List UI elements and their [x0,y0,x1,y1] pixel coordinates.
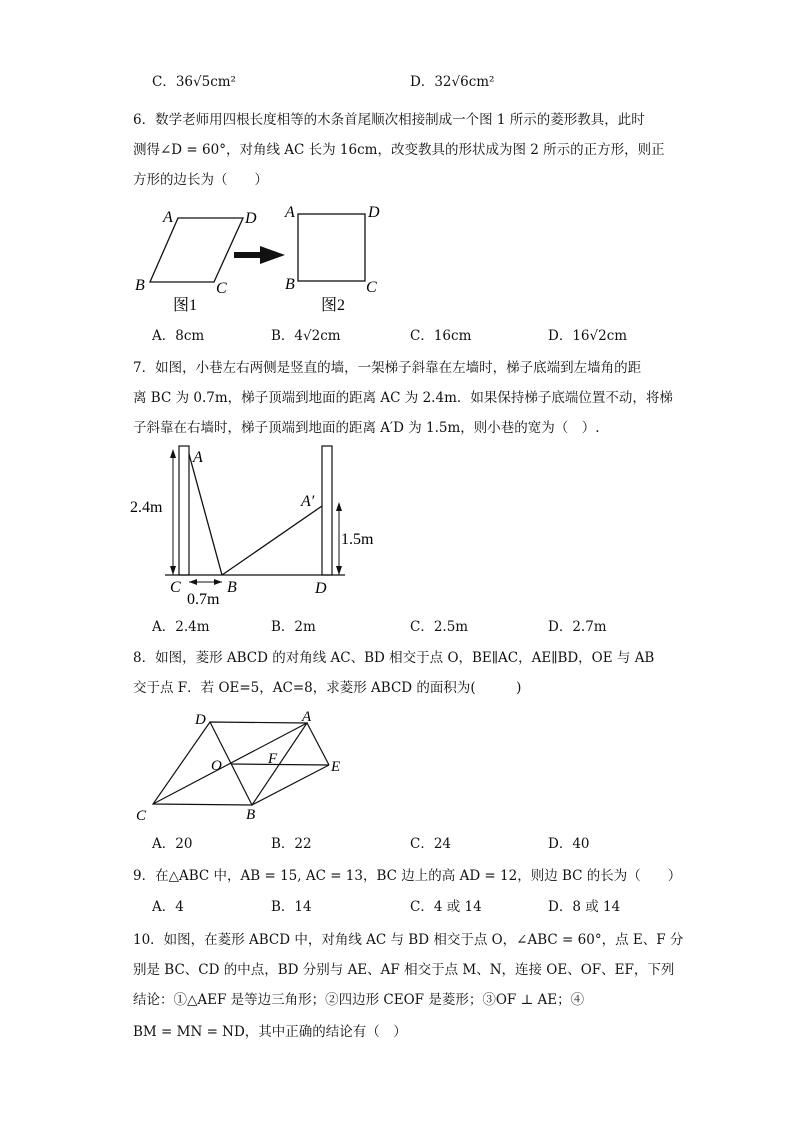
q8-label-o: O [211,758,222,774]
q7-left-wall [179,446,189,575]
q8-seg-be [252,765,329,805]
arrow-right-icon [214,579,222,585]
q8-option-c: C．24 [410,836,452,852]
q9-option-c: C．4 或 14 [410,899,482,915]
q6-sq-label-d: D [368,204,380,221]
q6-option-a: A．8cm [152,328,205,344]
q8-label-a: A [302,709,312,725]
q6-caption-1: 图1 [173,297,198,314]
q9-text-line1: 9．在△ABC 中，AB = 15, AC = 13，BC 边上的高 AD = 12，则边 BC 的长为（ ） [133,868,682,884]
q8-label-d: D [195,712,206,728]
q8-option-d: D．40 [548,836,590,852]
q6-figure [125,200,395,320]
q8-text-line2: 交于点 F．若 OE=5，AC=8，求菱形 ABCD 的面积为( ) [133,680,522,696]
q7-label-b: B [227,579,237,596]
q6-label-d: D [245,210,257,227]
q6-caption-2: 图2 [321,297,346,314]
arrow-up-icon [336,502,342,511]
q7-option-c: C．2.5m [410,619,469,635]
q6-text-line1: 6．数学老师用四根长度相等的木条首尾顺次相接制成一个图 1 所示的菱形教具，此时 [133,112,645,128]
q6-label-c: C [216,280,227,297]
q8-figure [125,704,365,829]
q7-ladder-left [189,454,222,575]
q8-seg-ae [307,723,329,765]
q7-figure [125,440,395,610]
q10-text-line4: BM = MN = ND，其中正确的结论有（ ） [133,1024,407,1040]
q8-label-b: B [246,807,256,823]
q10-text-line1: 10．如图，在菱形 ABCD 中，对角线 AC 与 BD 相交于点 O，∠ABC = 60°，点 E、F 分 [133,932,684,948]
q7-ladder-right [222,506,322,575]
q9-option-b: B．14 [271,899,312,915]
q6-text-line3: 方形的边长为（ ） [133,172,268,188]
q7-text-line1: 7．如图，小巷左右两侧是竖直的墙，一架梯子斜靠在左墙时，梯子底端到左墙角的距 [133,360,642,376]
q8-diag-ac [153,723,307,804]
q6-option-b: B．4√2cm [271,328,341,344]
q7-text-line2: 离 BC 为 0.7m，梯子顶端到地面的距离 AC 为 2.4m．如果保持梯子底端位置不动，将梯 [133,390,673,406]
q6-sq-label-b: B [285,276,295,293]
q8-label-e: E [331,759,341,775]
q8-text-line1: 8．如图，菱形 ABCD 的对角线 AC、BD 相交于点 O，BE∥AC，AE∥BD，OE 与 AB [133,650,655,666]
q8-option-b: B．22 [271,836,312,852]
arrow-up-icon [170,449,176,458]
q9-option-d: D．8 或 14 [548,899,621,915]
q6-sq-label-a: A [285,204,295,221]
q7-right-wall [322,446,332,575]
q7-option-b: B．2m [271,619,316,635]
q7-label-d: D [315,580,327,597]
q7-label-c: C [170,579,181,596]
q8-option-a: A．20 [152,836,193,852]
arrow-left-icon [189,579,197,585]
q6-option-c: C．16cm [410,328,472,344]
q7-option-d: D．2.7m [548,619,607,635]
q5-option-d: D．32√6cm² [410,74,495,90]
q6-sq-label-c: C [366,279,377,296]
q7-label-a-prime: A′ [301,493,315,510]
q6-label-a: A [163,209,173,226]
q10-text-line2: 别是 BC、CD 的中点，BD 分别与 AE、AF 相交于点 M、N，连接 OE、OF、EF，下列 [133,962,675,978]
q6-option-d: D．16√2cm [548,328,628,344]
q10-text-line3: 结论：①△AEF 是等边三角形；②四边形 CEOF 是菱形；③OF ⊥ AE；④ [133,992,585,1008]
arrow-down-icon [170,566,176,575]
q6-text-line2: 测得∠D = 60°，对角线 AC 长为 16cm，改变教具的形状成为图 2 所示的正方形，则正 [133,142,665,158]
q7-option-a: A．2.4m [152,619,210,635]
q7-label-07m: 0.7m [187,591,220,608]
q9-option-a: A．4 [152,899,184,915]
q5-option-c: C．36√5cm² [152,74,236,90]
q6-square [298,214,365,281]
q6-rhombus [150,218,243,282]
q7-label-a: A [193,449,203,466]
q8-label-f: F [268,751,278,767]
q7-text-line3: 子斜靠在右墙时，梯子顶端到地面的距离 A′D 为 1.5m，则小巷的宽为（ ）. [133,420,600,436]
q8-seg-oe [231,764,329,765]
q7-label-24m: 2.4m [130,499,163,516]
q6-label-b: B [135,277,145,294]
q8-label-c: C [136,808,147,824]
arrow-right-icon [234,246,285,264]
arrow-down-icon [336,566,342,575]
q7-label-15m: 1.5m [341,531,374,548]
